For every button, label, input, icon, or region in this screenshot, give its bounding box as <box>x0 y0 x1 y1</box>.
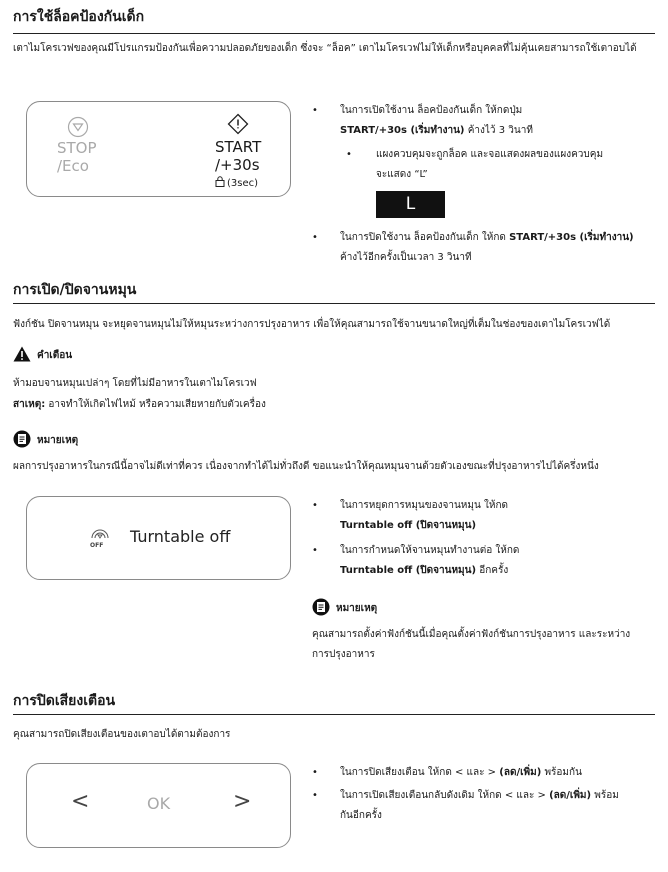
list-item-disable-lock: • ในการปิดใช้งาน ล็อคป้องกันเด็ก ให้กด START/+30s (เริ่มทำงาน) ค้างไว้อีกครั้งเป็นเวลา 3 วินาที <box>340 228 660 268</box>
child-lock-intro: เตาไมโครเวฟของคุณมีโปรแกรมป้องกันเพื่อความปลอดภัยของเด็ก ซึ่งจะ “ล็อค” เตาไมโครเวฟไม่ให้เด็กหรือบุคคลที่ไม่คุ้นเคยสามารถใช้เตาอบได้ <box>13 43 637 54</box>
start-label: START <box>215 138 262 156</box>
note2-heading <box>312 598 377 619</box>
note-title: หมายเหตุ <box>37 435 79 446</box>
section-title-turntable: การเปิด/ปิดจานหมุน <box>13 282 137 298</box>
start-diamond-icon <box>227 113 249 139</box>
control-panel-sound <box>26 763 291 848</box>
enable-lock-hold: ค้างไว้ 3 วินาที <box>467 125 533 136</box>
warning-triangle-icon <box>13 346 31 365</box>
display-l-readout: L <box>376 191 445 218</box>
lock-hint: (3sec) <box>227 177 259 189</box>
note2-title: หมายเหตุ <box>336 603 378 614</box>
note-heading <box>13 430 78 451</box>
section-title-child-lock: การใช้ล็อคป้องกันเด็ก <box>13 9 145 25</box>
list-item-sound-off: • ในการปิดเสียงเตือน ให้กด < และ > (ลด/เพิ่ม) พร้อมกัน <box>312 767 582 778</box>
enable-lock-text: ในการเปิดใช้งาน ล็อคป้องกันเด็ก ให้กดปุ่ม <box>340 105 523 116</box>
list-item-enable-lock: • ในการเปิดใช้งาน ล็อคป้องกันเด็ก ให้กดปุ่ม START/+30s (เริ่มทำงาน) ค้างไว้ 3 วินาที <box>340 101 660 141</box>
lock-result-line2: จะแสดง “L” <box>376 169 428 180</box>
turntable-off-icon-label: OFF <box>90 542 104 549</box>
enable-lock-button-ref: START/+30s (เริ่มทำงาน) <box>340 125 465 136</box>
lock-result-line1: แผงควบคุมจะถูกล็อค และจอแสดงผลของแผงควบคุม <box>376 149 604 160</box>
section-divider <box>13 303 655 304</box>
lock-icon <box>215 176 225 190</box>
control-panel-turntable <box>26 496 291 580</box>
turntable-off-icon <box>89 527 111 555</box>
plus30s-label: /+30s <box>215 156 260 174</box>
eco-label: /Eco <box>57 157 89 175</box>
warning-line1: ห้ามอบจานหมุนเปล่าๆ โดยที่ไม่มีอาหารในเตาไมโครเวฟ <box>13 378 257 389</box>
list-item-stop-turntable: • ในการหยุดการหมุนของจานหมุน ให้กด Turntable off (ปิดจานหมุน) <box>340 496 660 536</box>
note-icon <box>312 598 330 619</box>
section-divider <box>13 33 655 34</box>
turntable-intro: ฟังก์ชัน ปิดจานหมุน จะหยุดจานหมุนไม่ให้หมุนระหว่างการปรุงอาหาร เพื่อให้คุณสามารถใช้จานขนาดใหญ่ที่เต็มในช่องของเตาไมโครเวฟได้ <box>13 319 611 330</box>
warning-title: คำเตือน <box>37 350 73 361</box>
section-title-sound: การปิดเสียงเตือน <box>13 693 116 709</box>
control-panel-child-lock <box>26 101 291 197</box>
sound-intro: คุณสามารถปิดเสียงเตือนของเตาอบได้ตามต้องการ <box>13 729 231 740</box>
list-item-sound-on: • ในการเปิดเสียงเตือนกลับดังเดิม ให้กด < และ > (ลด/เพิ่ม) พร้อม กันอีกครั้ง <box>312 790 619 821</box>
note2-text: คุณสามารถตั้งค่าฟังก์ชันนี้เมื่อคุณตั้งค่าฟังก์ชันการปรุงอาหาร และระหว่าง การปรุงอาหาร <box>312 629 631 660</box>
turntable-note-text: ผลการปรุงอาหารในกรณีนี้อาจไม่ดีเท่าที่ควร เนื่องจากทำได้ไม่ทั่วถึงดี ขอแนะนำให้คุณหมุนจานด้วยตัวเองขณะที่ปรุงอาหารไปได้ครึ่งหนึ่ง <box>13 461 599 472</box>
disable-lock-text: ในการปิดใช้งาน ล็อคป้องกันเด็ก ให้กด <box>340 232 506 243</box>
decrease-button[interactable]: < <box>71 789 90 814</box>
disable-lock-button-ref: START/+30s (เริ่มทำงาน) <box>509 232 634 243</box>
resume-turntable-button-ref: Turntable off (ปิดจานหมุน) <box>340 565 477 576</box>
warning-reason: สาเหตุ: อาจทำให้เกิดไฟไหม้ หรือความเสียหายกับตัวเครื่อง <box>13 399 266 410</box>
note-icon <box>13 430 31 451</box>
warning-heading <box>13 346 72 365</box>
turntable-off-label: Turntable off <box>130 527 231 546</box>
list-item-lock-result: • แผงควบคุมจะถูกล็อค และจอแสดงผลของแผงควบคุม จะแสดง “L” <box>376 145 656 185</box>
stop-turntable-button-ref: Turntable off (ปิดจานหมุน) <box>340 520 477 531</box>
disable-lock-hold: ค้างไว้อีกครั้งเป็นเวลา 3 วินาที <box>340 252 472 263</box>
list-item-resume-turntable: • ในการกำหนดให้จานหมุนทำงานต่อ ให้กด Turntable off (ปิดจานหมุน) อีกครั้ง <box>340 541 660 581</box>
resume-turntable-text: ในการกำหนดให้จานหมุนทำงานต่อ ให้กด <box>340 545 520 556</box>
increase-button[interactable]: > <box>233 789 252 814</box>
stop-turntable-text: ในการหยุดการหมุนของจานหมุน ให้กด <box>340 500 509 511</box>
stop-label: STOP <box>57 139 97 157</box>
ok-button[interactable]: OK <box>147 794 171 813</box>
section-divider <box>13 714 655 715</box>
